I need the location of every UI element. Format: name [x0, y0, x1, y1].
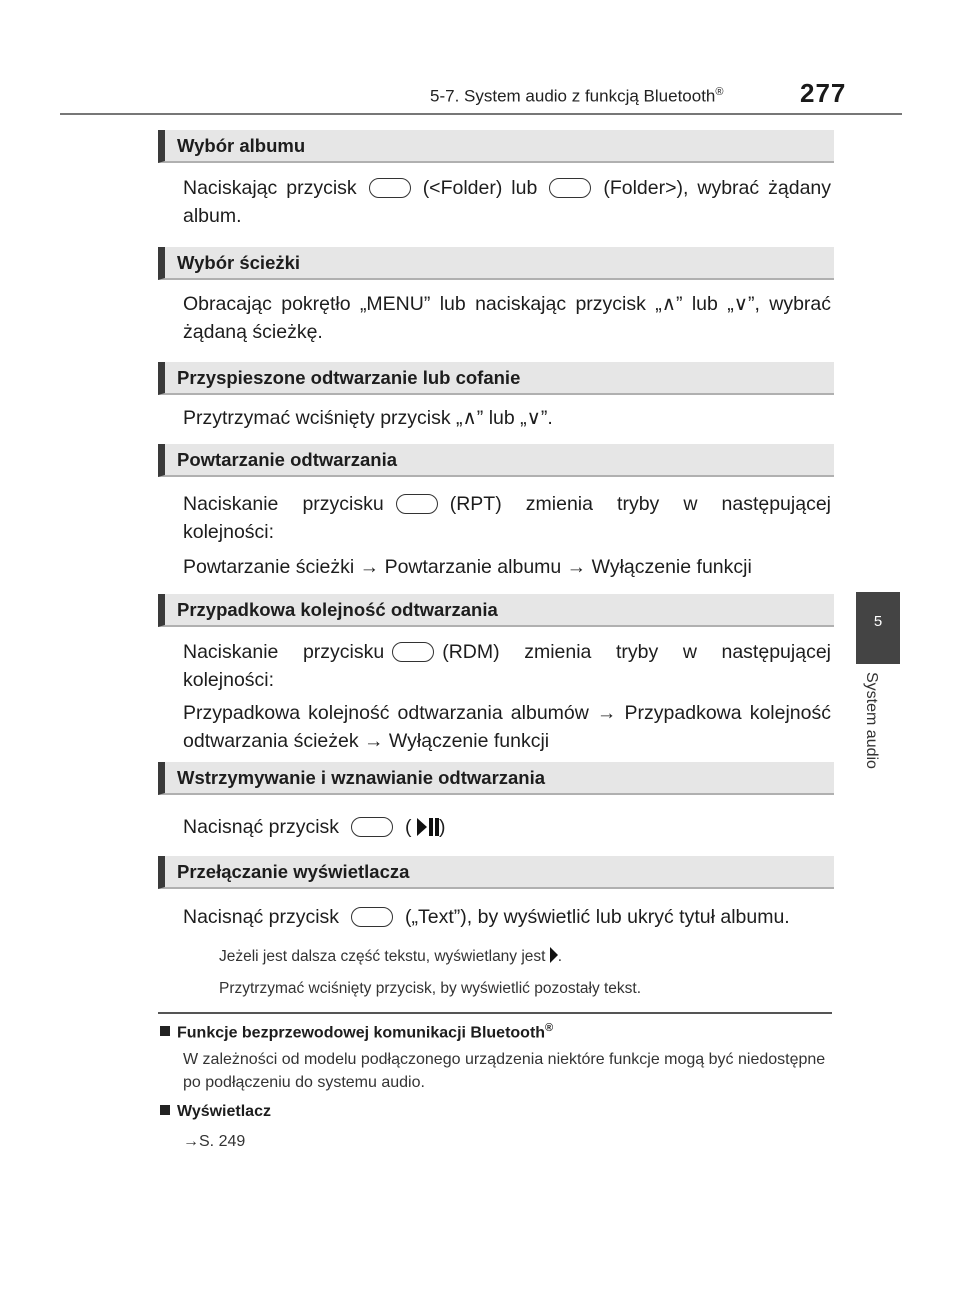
section-text-display: Nacisnąć przycisk („Text”), by wyświetlić lub ukryć tytuł albumu. [183, 906, 790, 928]
text-button-icon [351, 907, 393, 927]
folder-down-button-icon [369, 178, 411, 198]
display-note-hold: Przytrzymać wciśnięty przycisk, by wyświetlić pozostały tekst. [219, 980, 642, 997]
header-divider [60, 113, 902, 115]
chapter-label: System audio [863, 672, 880, 769]
square-bullet-icon [160, 1105, 170, 1115]
section-heading-album: Wybór albumu [158, 130, 834, 163]
note-link-page[interactable]: →S. 249 [183, 1133, 246, 1150]
play-pause-button-icon [351, 817, 393, 837]
section-heading-track: Wybór ścieżki [158, 247, 834, 280]
section-text-track: Obracając pokrętło „MENU” lub naciskając przycisk „∧” lub „∨”, wybrać żądaną ścieżkę. [183, 293, 831, 343]
registered-mark: ® [715, 86, 724, 98]
square-bullet-icon [160, 1026, 170, 1036]
section-text-repeat: Naciskanie przycisku (RPT) zmienia tryby w następującej kolejności: [183, 493, 832, 543]
repeat-sequence: Powtarzanie ścieżki → Powtarzanie albumu → Wyłączenie funkcji [183, 556, 752, 578]
section-text-pause: Nacisnąć przycisk ( ) [183, 816, 446, 838]
header-title: 5-7. System audio z funkcją Bluetooth® [430, 86, 724, 106]
rpt-button-icon [396, 494, 438, 514]
triangle-right-icon [550, 947, 558, 963]
section-heading-display: Przełączanie wyświetlacza [158, 856, 834, 889]
note-heading-display: Wyświetlacz [160, 1103, 271, 1121]
notes-divider [158, 1012, 832, 1014]
section-heading-random: Przypadkowa kolejność odtwarzania [158, 594, 834, 627]
section-text-seek: Przytrzymać wciśnięty przycisk „∧” lub „∨”. [183, 407, 553, 429]
note-text-bluetooth: W zależności od modelu podłączonego urządzenia niektóre funkcje mogą być niedostępne po podłączeniu do systemu audio. [183, 1051, 826, 1091]
note-heading-bluetooth: Funkcje bezprzewodowej komunikacji Bluetooth® [160, 1022, 553, 1042]
section-text-album: Naciskając przycisk (<Folder) lub (Folder>), wybrać żądany album. [183, 177, 832, 227]
chapter-number: 5 [873, 613, 883, 630]
section-heading-repeat: Powtarzanie odtwarzania [158, 444, 834, 477]
random-sequence: Przypadkowa kolejność odtwarzania albumów → Przypadkowa kolejność odtwarzania ścieżek → Wyłączenie funkcji [183, 702, 831, 752]
section-text-random: Naciskanie przycisku (RDM) zmienia tryby w następującej kolejności: [183, 641, 831, 691]
section-heading-seek: Przyspieszone odtwarzanie lub cofanie [158, 362, 834, 395]
page-number: 277 [800, 78, 847, 108]
section-heading-pause: Wstrzymywanie i wznawianie odtwarzania [158, 762, 834, 795]
display-note-more: Jeżeli jest dalsza część tekstu, wyświetlany jest . [219, 948, 563, 965]
rdm-button-icon [392, 642, 434, 662]
folder-up-button-icon [549, 178, 591, 198]
play-pause-icon [417, 816, 439, 838]
